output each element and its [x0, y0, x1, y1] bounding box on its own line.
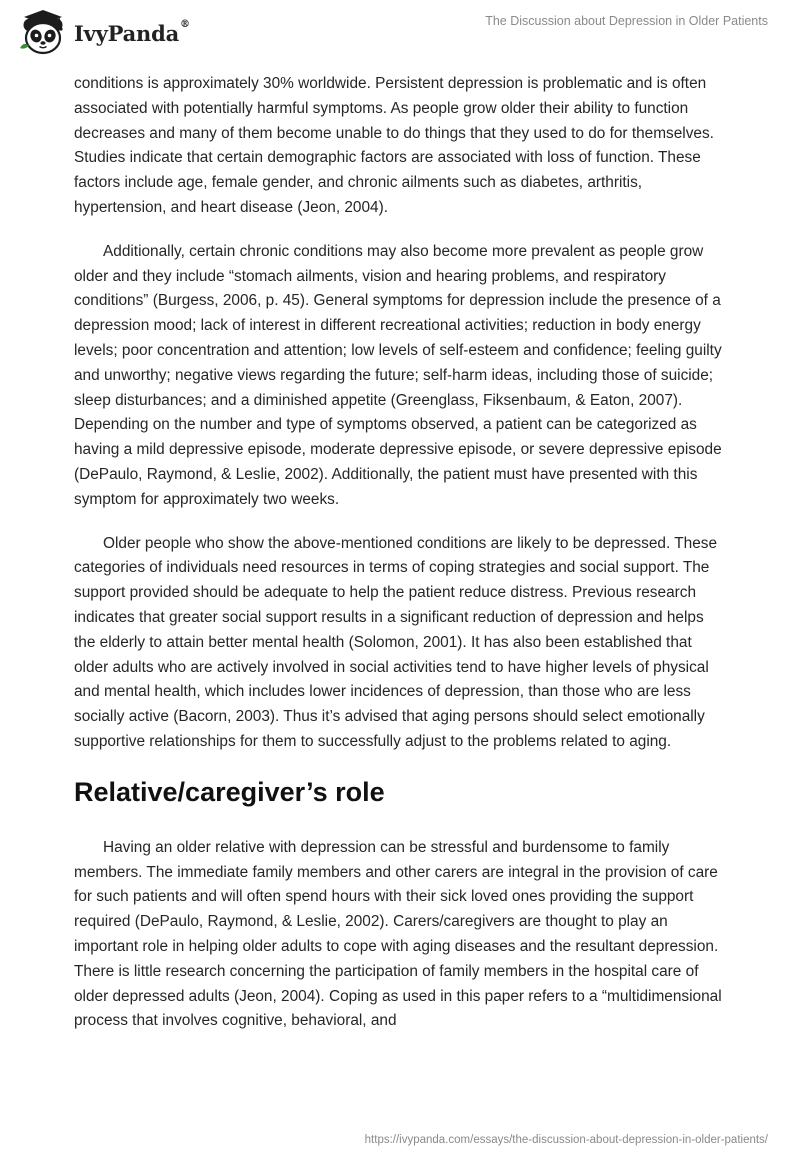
body-paragraph: Older people who show the above-mentioned conditions are likely to be depressed. These categories of individuals need resources in terms of coping strategies and social support. The support provided should be adequate to help the patient reduce distress. Previous research indicates that greater social support results in a significant reduction of depression and helps the elderly to attain better mental health (Solomon, 2001). It has also been established that older adults who are actively involved in social activities tend to have higher levels of physical and mental health, which includes lower incidences of depression, than those who are less socially active (Bacorn, 2003). Thus it’s advised that aging persons should select emotionally supportive relationships for them to successfully adjust to the problems related to aging. [74, 534, 718, 750]
brand-name: IvyPanda® [74, 18, 190, 46]
body-paragraph: Having an older relative with depression can be stressful and burdensome to family members. The immediate family members and other carers are integral in the provision of care for such patients and will often spend hours with their sick loved ones providing the support required (DePaulo, Raymond, & Leslie, 2002). Carers/caregivers are thought to play an important role in helping older adults to cope with aging diseases and the resultant depression. There is little research concerning the participation of family members in the hospital care of older depressed adults (Jeon, 2004). Coping as used in this paper refers to a “multidimensional process that involves cognitive, behavioral, and [74, 838, 722, 1030]
body-paragraph: conditions is approximately 30% worldwide. Persistent depression is problematic and is often associated with potentially harmful symptoms. As people grow older their ability to function decreases and many of them become unable to do things that they used to do for themselves. Studies indicate that certain demographic factors are associated with loss of function. These factors include age, female gender, and chronic ailments such as diabetes, arthritis, hypertension, and heart disease (Jeon, 2004). [74, 75, 714, 216]
source-url[interactable]: https://ivypanda.com/essays/the-discussion-about-depression-in-older-patients/ [364, 1134, 768, 1146]
body-paragraph: Additionally, certain chronic conditions may also become more prevalent as people grow older and they include “stomach ailments, vision and hearing problems, and respiratory conditions” (Burgess, 2006, p. 45). General symptoms for depression include the presence of a depression mood; lack of interest in different recreational activities; reduction in body energy levels; poor concentration and attention; low levels of self-esteem and confidence; feeling guilty and unworthy; negative views regarding the future; self-harm ideas, including those of suicide; sleep disturbances; and a diminished appetite (Greenglass, Fiksenbaum, & Eaton, 2007). Depending on the number and type of symptoms observed, a patient can be categorized as having a mild depressive episode, moderate depressive episode, or severe depressive episode (DePaulo, Raymond, & Leslie, 2002). Additionally, the patient must have presented with this symptom for approximately two weeks. [74, 242, 722, 508]
registered-mark: ® [180, 18, 190, 30]
panda-graduation-cap-icon [14, 8, 72, 56]
brand-logo[interactable] [14, 8, 190, 56]
section-heading: Relative/caregiver’s role [74, 776, 385, 807]
page-header [0, 0, 800, 60]
essay-content [74, 72, 726, 1053]
document-title: The Discussion about Depression in Older Patients [485, 14, 768, 28]
